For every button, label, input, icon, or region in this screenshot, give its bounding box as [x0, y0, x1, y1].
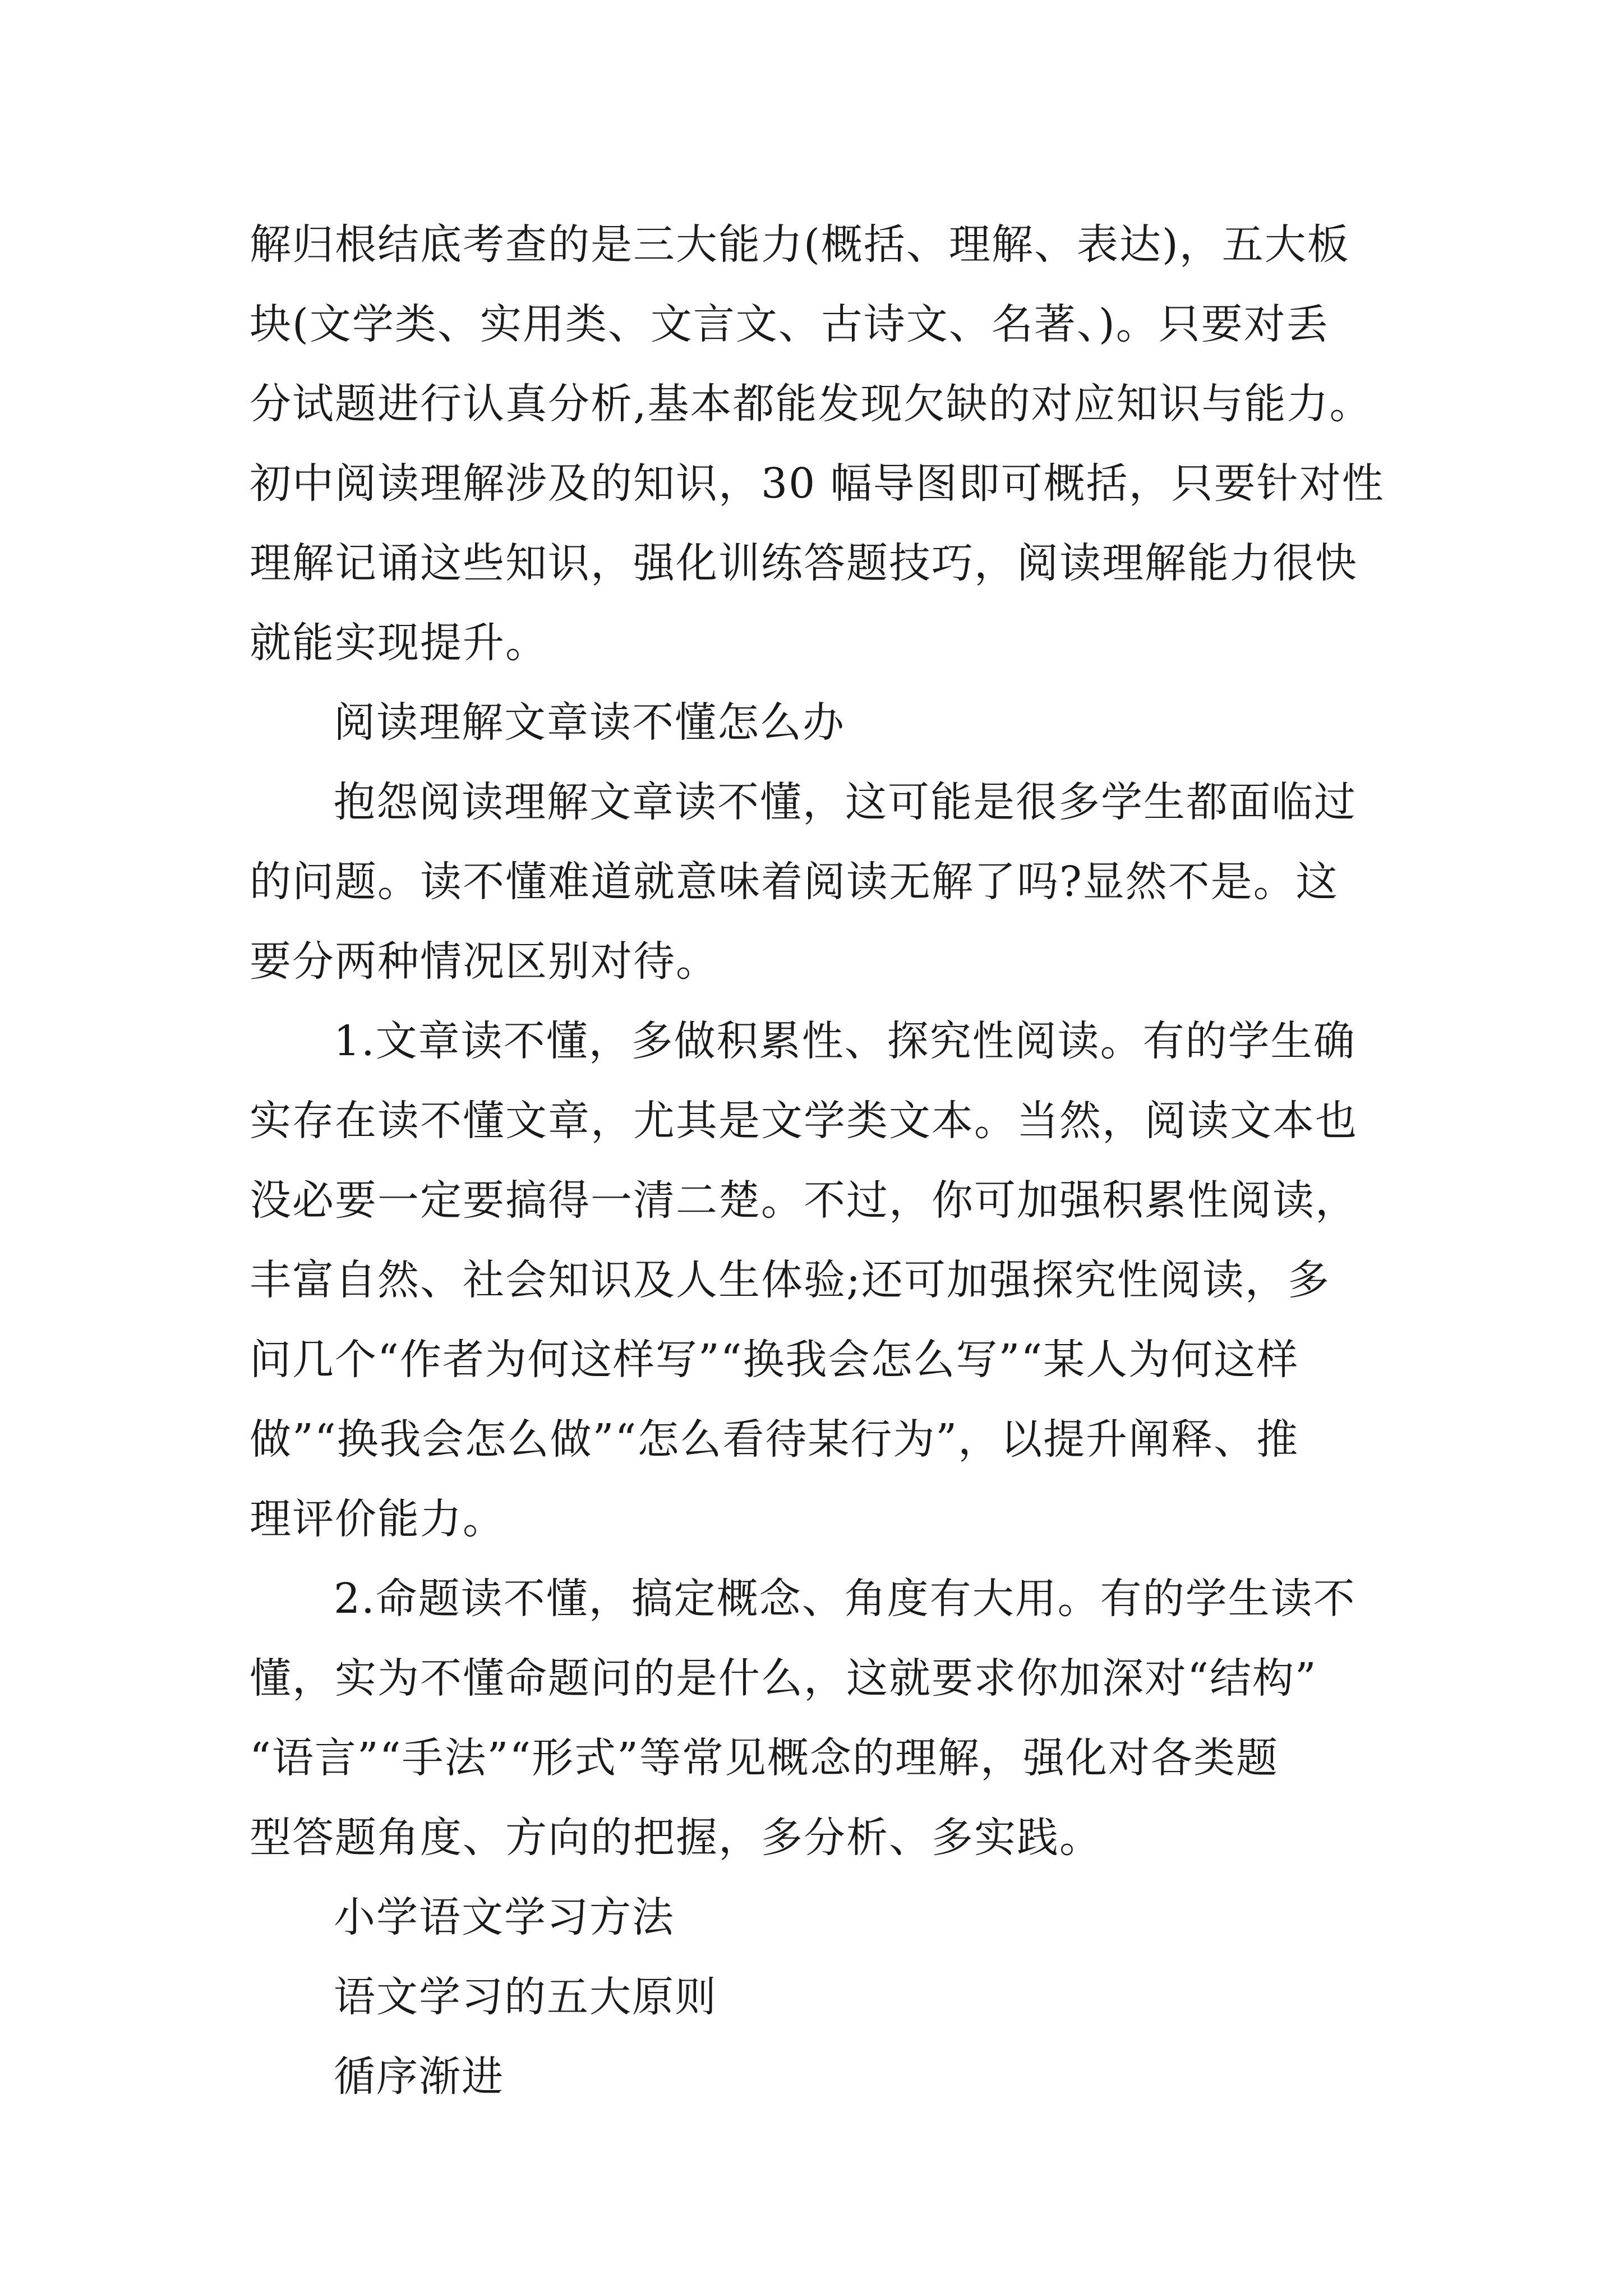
text-line: 的问题。读不懂难道就意味着阅读无解了吗?显然不是。这 [250, 858, 1339, 906]
text-line: 实存在读不懂文章，尤其是文学类文本。当然，阅读文本也 [250, 1097, 1358, 1145]
text-line: 要分两种情况区别对待。 [250, 937, 718, 986]
text-line: 做”“换我会怎么做”“怎么看待某行为”，以提升阐释、推 [250, 1415, 1299, 1464]
document-body [250, 205, 1433, 2116]
text-line: 理解记诵这些知识，强化训练答题技巧，阅读理解能力很快 [250, 539, 1358, 587]
paragraph-first-line: 1.文章读不懂，多做积累性、探究性阅读。有的学生确 [334, 1017, 1356, 1065]
text-line: 没必要一定要搞得一清二楚。不过，你可加强积累性阅读， [250, 1176, 1358, 1225]
section-heading: 阅读理解文章读不懂怎么办 [334, 698, 845, 747]
text-line: 分试题进行认真分析,基本都能发现欠缺的对应知识与能力。 [250, 380, 1372, 428]
text-line: 理评价能力。 [250, 1495, 505, 1543]
text-line: 丰富自然、社会知识及人生体验;还可加强探究性阅读，多 [250, 1256, 1330, 1304]
text-line: 初中阅读理解涉及的知识，30 幅导图即可概括，只要针对性 [250, 459, 1385, 508]
text-line: 解归根结底考查的是三大能力(概括、理解、表达)，五大板 [250, 220, 1350, 269]
text-line: 型答题角度、方向的把握，多分析、多实践。 [250, 1814, 1102, 1862]
text-line: 懂，实为不懂命题问的是什么，这就要求你加深对“结构” [250, 1654, 1317, 1703]
text-line: 块(文学类、实用类、文言文、古诗文、名著、)。只要对丢 [250, 300, 1329, 348]
text-line: “语言”“手法”“形式”等常见概念的理解，强化对各类题 [250, 1734, 1279, 1782]
section-heading: 小学语文学习方法 [334, 1893, 675, 1941]
paragraph-first-line: 抱怨阅读理解文章读不懂，这可能是很多学生都面临过 [334, 778, 1357, 826]
section-heading: 语文学习的五大原则 [334, 1973, 717, 2021]
section-heading: 循序渐进 [334, 2053, 504, 2101]
text-line: 问几个“作者为何这样写”“换我会怎么写”“某人为何这样 [250, 1336, 1299, 1384]
text-line: 就能实现提升。 [250, 619, 548, 667]
paragraph-first-line: 2.命题读不懂，搞定概念、角度有大用。有的学生读不 [334, 1575, 1356, 1623]
